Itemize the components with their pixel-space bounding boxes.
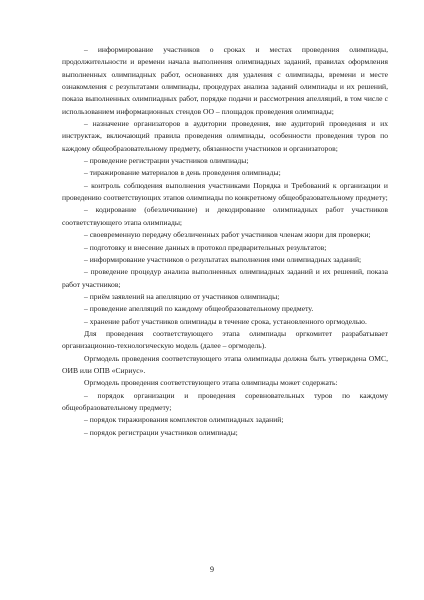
paragraph: – приём заявлений на апелляцию от участников олимпиады; [84, 291, 280, 301]
paragraph: Оргмодель проведения соответствующего этапа олимпиады может содержать: [84, 378, 338, 388]
paragraph: – порядок регистрации участников олимпиады; [84, 427, 238, 437]
paragraph: – подготовку и внесение данных в протокол предварительных результатов; [84, 242, 327, 252]
paragraph: Оргмодель проведения соответствующего этапа олимпиады должна быть утверждена ОМС, ОИВ или ОПВ «Сириус». [62, 353, 388, 375]
paragraph: – проведение апелляций по каждому общеобразовательному предмету. [84, 304, 314, 314]
paragraph: – тиражирование материалов в день проведения олимпиады; [84, 168, 281, 178]
paragraph: – хранение работ участников олимпиады в течение срока, установленного оргмоделью. [84, 316, 367, 326]
paragraph: – проведение регистрации участников олимпиады; [84, 156, 249, 166]
paragraph: – своевременную передачу обезличенных работ участников членам жюри для проверки; [84, 230, 371, 240]
paragraph: – кодирование (обезличивание) и декодирование олимпиадных работ участников соответствующего этапа олимпиады; [62, 205, 388, 227]
paragraph: – проведение процедур анализа выполненных олимпиадных заданий и их решений, показа работ участников; [62, 267, 388, 289]
paragraph: – порядок организации и проведения соревновательных туров по каждому общеобразовательному предмету; [62, 390, 388, 412]
page-number: 9 [210, 565, 214, 574]
paragraph: – порядок тиражирования комплектов олимпиадных заданий; [84, 415, 284, 425]
paragraph: – назначение организаторов в аудитории проведения, вне аудиторий проведения и их инструктаж, включающий правила проведения олимпиады, особенности проведения туров по каждому общеобразовательному предмету, обязанности участников и организаторов; [62, 119, 388, 153]
paragraph: – контроль соблюдения выполнения участниками Порядка и Требований к организации и проведению соответствующих этапов олимпиады по конкретному общеобразовательному предмету; [62, 180, 388, 203]
paragraph: Для проведения соответствующего этапа олимпиады оргкомитет разрабатывает организационно-технологическую модель (далее – оргмодель). [62, 328, 388, 351]
paragraph: – информирование участников о сроках и местах проведения олимпиады, продолжительности и времени начала выполнения олимпиадных заданий, правилах оформления выполненных олимпиадных работ, основаниях для удаления с олимпиады, времени и месте ознакомления с результатами олимпиады, процедурах анализа заданий олимпиады и их решений, показа выполненных олимпиадных работ, порядке подачи и рассмотрения апелляций, в том числе с использованием информационных стендов ОО – площадок проведения олимпиады; [62, 45, 388, 116]
paragraph: – информирование участников о результатах выполнения ими олимпиадных заданий; [84, 254, 362, 264]
page-body [62, 44, 388, 439]
